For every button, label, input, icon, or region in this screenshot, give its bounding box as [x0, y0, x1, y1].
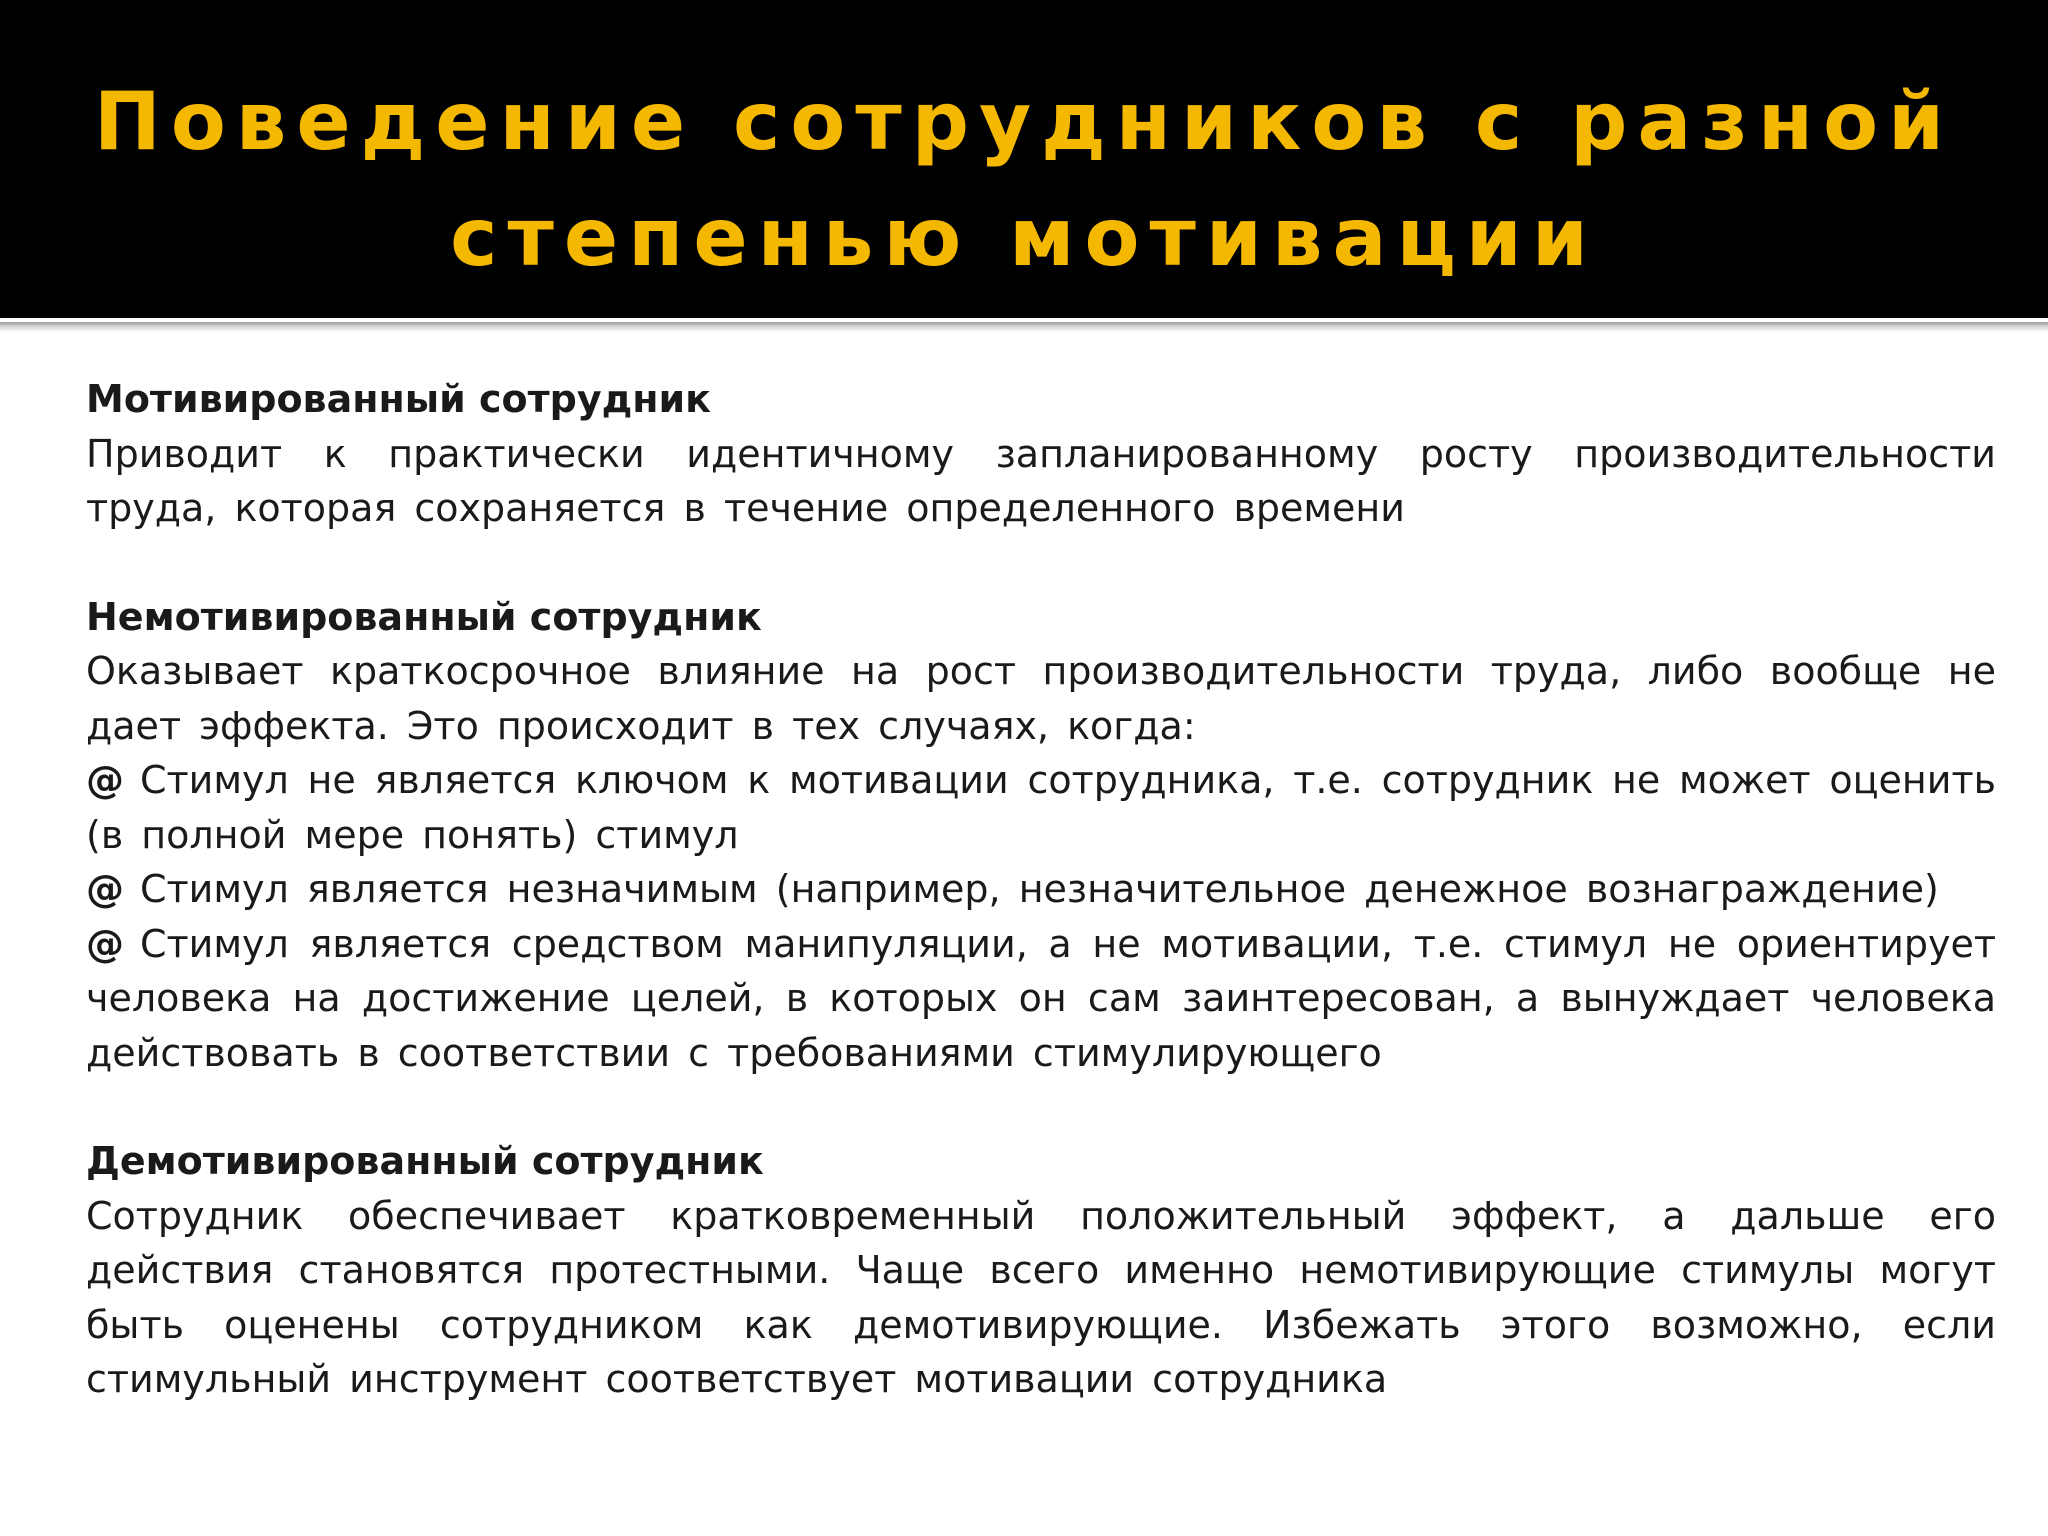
bullet-item	[86, 917, 1996, 1081]
slide-body	[86, 372, 1996, 1461]
bullet-text: Стимул не является ключом к мотивации сотрудника, т.е. сотрудник не может оценить (в полной мере понять) стимул	[86, 758, 1996, 857]
section-heading: Мотивированный сотрудник	[86, 377, 711, 421]
bullet-item	[86, 753, 1996, 862]
section-text: Сотрудник обеспечивает кратковременный положительный эффект, а дальше его действия становятся протестными. Чаще всего именно немотивирующие стимулы могут быть оценены сотрудником как демотивирующие. Избежать этого возможно, если стимульный инструмент соответствует мотивации сотрудника	[86, 1193, 1996, 1401]
section-heading: Демотивированный сотрудник	[86, 1139, 764, 1183]
at-bullet-icon: @	[86, 758, 124, 802]
at-bullet-icon: @	[86, 867, 124, 911]
title-bar	[0, 0, 2048, 318]
bullet-text: Стимул является незначимым (например, незначительное денежное вознаграждение)	[140, 867, 1939, 911]
bullet-item	[86, 862, 1996, 917]
header-divider	[0, 318, 2048, 332]
at-bullet-icon: @	[86, 921, 124, 966]
section-text: Приводит к практически идентичному запланированному росту производительности труда, которая сохраняется в течение определенного времени	[86, 431, 1996, 530]
section-heading: Немотивированный сотрудник	[86, 594, 762, 639]
section-text: Оказывает краткосрочное влияние на рост производительности труда, либо вообще не дает эффекта. Это происходит в тех случаях, когда:	[86, 649, 1996, 748]
section-motivated	[86, 372, 1996, 536]
slide-title: Поведение сотрудников с разной степенью мотивации	[93, 75, 1955, 284]
section-unmotivated	[86, 590, 1996, 1081]
bullet-text: Стимул является средством манипуляции, а не мотивации, т.е. стимул не ориентирует человека на достижение целей, в которых он сам заинтересован, а вынуждает человека действовать в соответствии с требованиями стимулирующего	[86, 921, 1996, 1075]
section-demotivated	[86, 1134, 1996, 1407]
